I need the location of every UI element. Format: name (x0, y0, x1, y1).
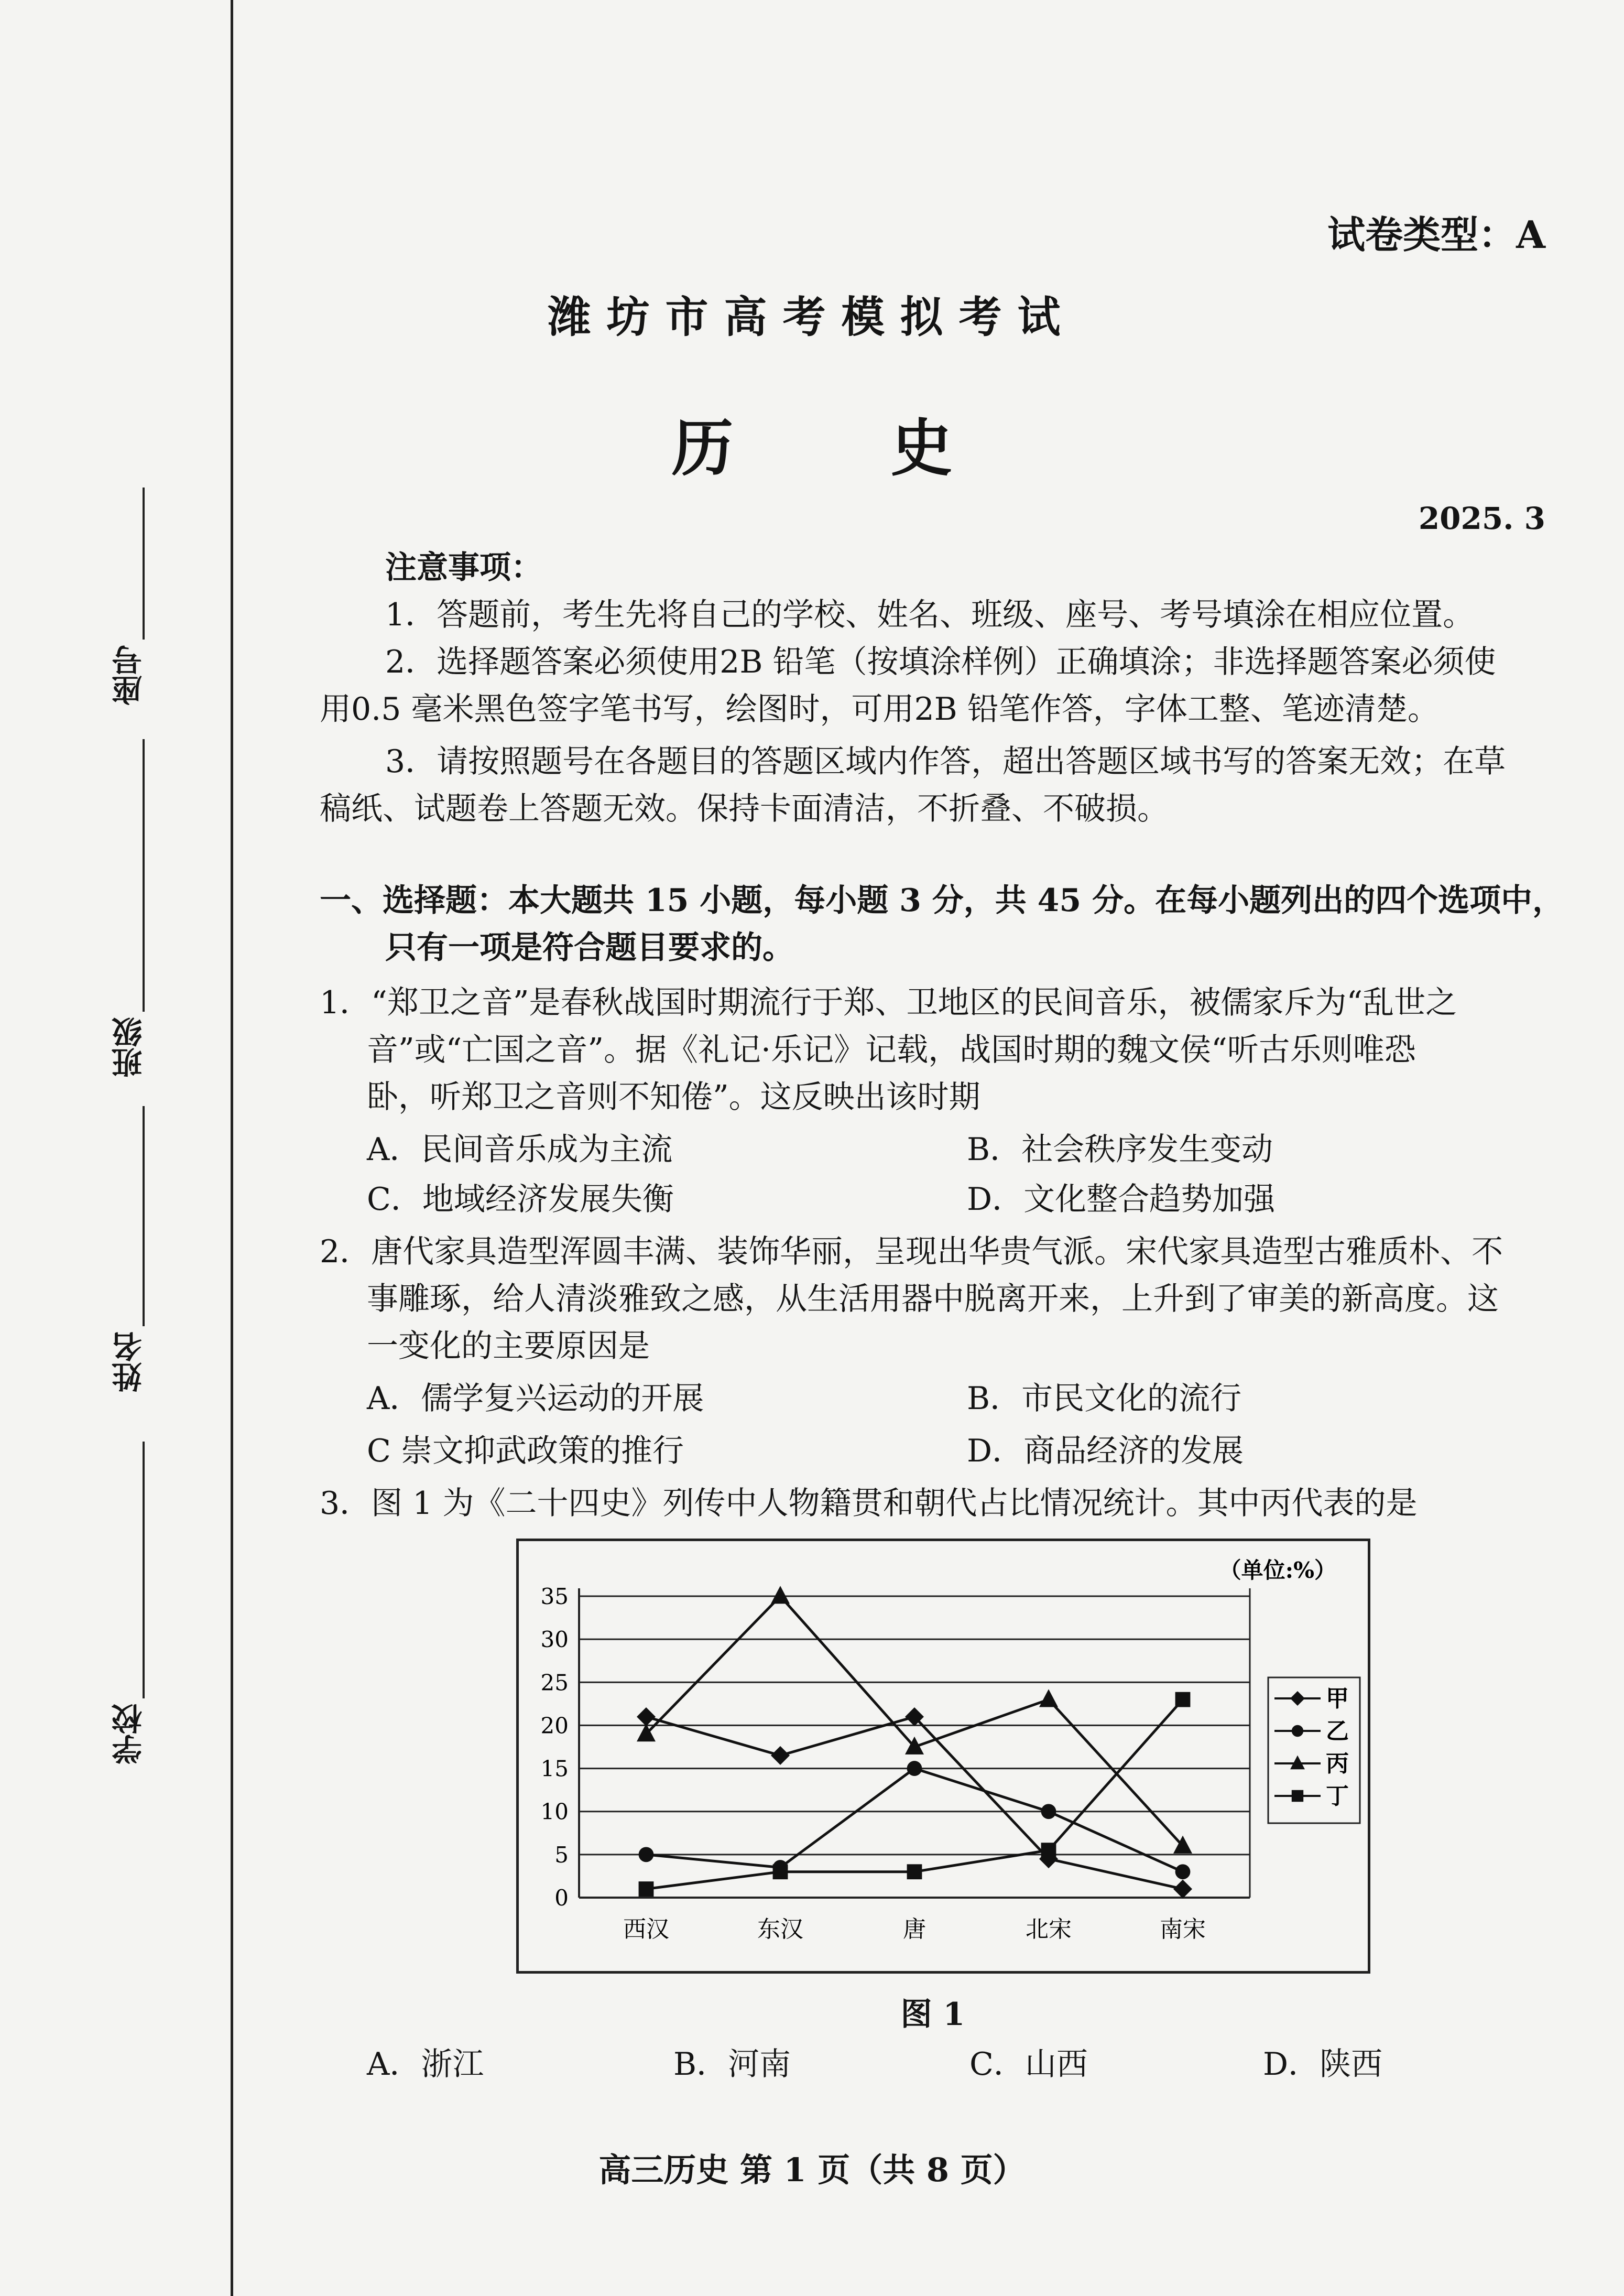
q3-stem: 3．图 1 为《二十四史》列传中人物籍贯和朝代占比情况统计。其中丙代表的是 (320, 1485, 1418, 1522)
q1-option-b[interactable]: B．社会秩序发生变动 (967, 1131, 1273, 1168)
y-tick-label: 15 (540, 1756, 569, 1782)
x-tick-label: 东汉 (757, 1916, 803, 1943)
data-point-丁 (639, 1881, 654, 1897)
school-label: 学校 (112, 1704, 147, 1764)
legend-label: 丁 (1326, 1783, 1349, 1810)
data-point-乙 (1041, 1804, 1056, 1819)
legend-marker (1290, 1756, 1305, 1770)
data-point-甲 (771, 1746, 790, 1765)
y-tick-label: 0 (554, 1885, 569, 1911)
q2-stem-line-3: 一变化的主要原因是 (367, 1328, 650, 1364)
name-label: 姓名 (112, 1331, 147, 1392)
data-point-甲 (1173, 1880, 1192, 1899)
school-fill-line[interactable] (143, 1442, 145, 1698)
data-point-丁 (1041, 1843, 1056, 1858)
page-footer: 高三历史 第 1 页（共 8 页） (598, 2151, 1026, 2189)
legend-marker (1290, 1691, 1305, 1706)
q2-stem-line-2: 事雕琢，给人清淡雅致之感，从生活用器中脱离开来，上升到了审美的新高度。这 (367, 1281, 1499, 1317)
data-point-乙 (639, 1847, 654, 1862)
subject-title: 历史 (671, 411, 1110, 484)
q1-option-d[interactable]: D．文化整合趋势加强 (967, 1181, 1276, 1218)
q1-stem-line-1: 1．“郑卫之音”是春秋战国时期流行于郑、卫地区的民间音乐，被儒家斥为“乱世之 (320, 984, 1457, 1021)
series-line-乙 (646, 1769, 1183, 1872)
x-tick-label: 唐 (903, 1916, 926, 1943)
data-point-乙 (1175, 1864, 1191, 1879)
data-point-丙 (1039, 1689, 1058, 1707)
class-fill-line[interactable] (143, 739, 145, 1012)
q1-stem-line-2: 音”或“亡国之音”。据《礼记·乐记》记载，战国时期的魏文侯“听古乐则唯恐 (367, 1032, 1416, 1068)
series-line-丁 (646, 1699, 1183, 1889)
exam-date: 2025. 3 (1418, 501, 1545, 536)
q2-option-a[interactable]: A．儒学复兴运动的开展 (367, 1380, 704, 1417)
q3-option-c[interactable]: C．山西 (969, 2046, 1088, 2083)
legend-marker (1292, 1725, 1303, 1737)
data-point-甲 (637, 1707, 656, 1726)
notice-item-2-line-1: 2．选择题答案必须使用2B 铅笔（按填涂样例）正确填涂；非选择题答案必须使 (385, 644, 1496, 680)
notice-item-3-line-2: 稿纸、试题卷上答题无效。保持卡面清洁，不折叠、不破损。 (320, 790, 1169, 827)
figure-1-chart (516, 1539, 1370, 1974)
section-1-instruction: 只有一项是符合题目要求的。 (385, 929, 794, 966)
q2-option-d[interactable]: D．商品经济的发展 (967, 1433, 1244, 1469)
name-fill-line[interactable] (143, 1106, 145, 1326)
y-tick-label: 5 (554, 1842, 569, 1868)
figure-caption: 图 1 (900, 1996, 965, 2033)
paper-type: 试卷类型：A (1327, 212, 1545, 257)
q3-option-b[interactable]: B．河南 (673, 2046, 791, 2083)
q3-option-d[interactable]: D．陕西 (1263, 2046, 1383, 2083)
q2-option-c[interactable]: C 崇文抑武政策的推行 (367, 1433, 684, 1469)
data-point-乙 (907, 1761, 922, 1776)
chart-unit-label: （单位:%） (1219, 1557, 1336, 1583)
legend-label: 丙 (1326, 1750, 1349, 1777)
q1-stem-line-3: 卧，听郑卫之音则不知倦”。这反映出该时期 (367, 1079, 980, 1115)
class-label: 班级 (112, 1017, 147, 1078)
seat-fill-line[interactable] (143, 488, 145, 640)
data-point-丙 (771, 1586, 790, 1604)
notice-item-2-line-2: 用0.5 毫米黑色签字笔书写，绘图时，可用2B 铅笔作答，字体工整、笔迹清楚。 (320, 691, 1439, 728)
q2-stem-line-1: 2．唐代家具造型浑圆丰满、装饰华丽，呈现出华贵气派。宋代家具造型古雅质朴、不 (320, 1233, 1503, 1270)
q2-option-b[interactable]: B．市民文化的流行 (967, 1380, 1242, 1417)
data-point-丁 (1175, 1692, 1191, 1707)
chart-canvas (519, 1541, 1368, 1971)
legend-label: 乙 (1326, 1718, 1349, 1745)
q3-option-a[interactable]: A．浙江 (367, 2046, 484, 2083)
x-tick-label: 南宋 (1160, 1916, 1206, 1943)
data-point-丁 (773, 1864, 788, 1879)
notice-item-1: 1．答题前，考生先将自己的学校、姓名、班级、座号、考号填涂在相应位置。 (385, 597, 1475, 633)
legend-marker (1292, 1790, 1303, 1802)
exam-name: 潍坊市高考模拟考试 (548, 292, 1076, 342)
notice-title: 注意事项： (385, 549, 542, 586)
q1-option-c[interactable]: C．地域经济发展失衡 (367, 1181, 674, 1218)
binding-line (231, 0, 233, 2296)
y-tick-label: 35 (540, 1584, 569, 1609)
y-tick-label: 25 (540, 1670, 569, 1696)
q1-option-a[interactable]: A．民间音乐成为主流 (367, 1131, 673, 1168)
x-tick-label: 北宋 (1026, 1916, 1072, 1943)
x-tick-label: 西汉 (623, 1916, 669, 1943)
notice-item-3-line-1: 3．请按照题号在各题目的答题区域内作答，超出答题区域书写的答案无效；在草 (385, 743, 1506, 780)
section-1-heading: 一、选择题：本大题共 15 小题，每小题 3 分，共 45 分。在每小题列出的四个选项中， (320, 882, 1564, 919)
y-tick-label: 30 (540, 1627, 569, 1653)
legend-label: 甲 (1326, 1685, 1349, 1712)
y-tick-label: 10 (540, 1799, 569, 1825)
data-point-丁 (907, 1864, 922, 1879)
seat-label: 座号 (112, 645, 147, 706)
y-tick-label: 20 (540, 1713, 569, 1739)
